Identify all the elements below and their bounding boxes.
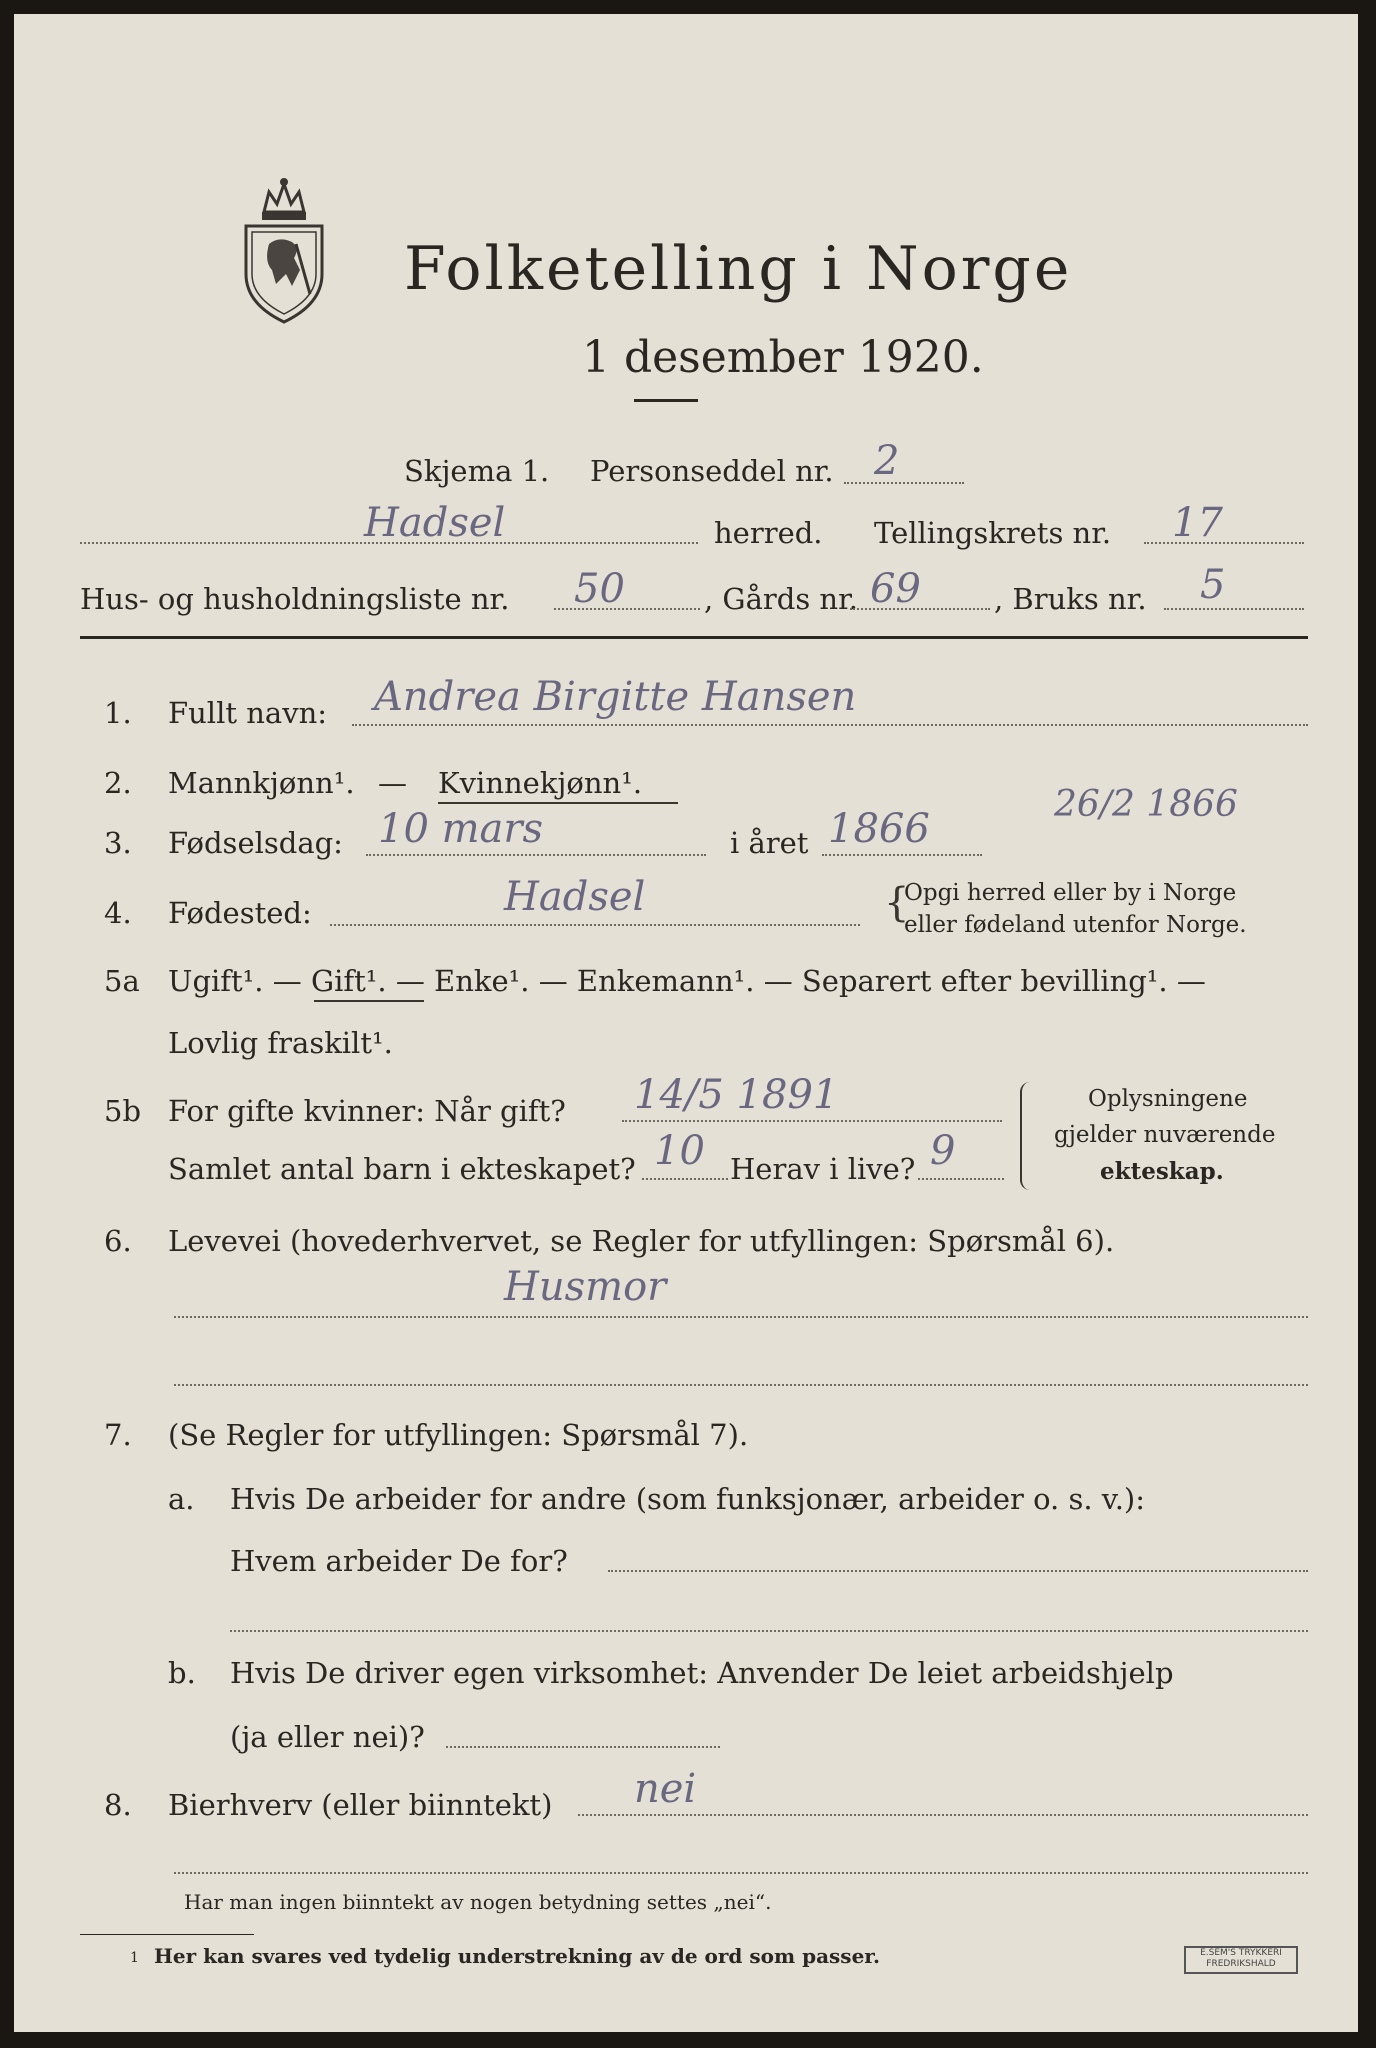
q3-value: 10 mars bbox=[378, 806, 544, 852]
q7a-line1: Hvis De arbeider for andre (som funksjonær, arbeider o. s. v.): bbox=[230, 1482, 1146, 1516]
q1-dotted-line bbox=[352, 724, 1308, 726]
q5a-options-line1: Ugift¹. — Gift¹. — Enke¹. — Enkemann¹. — Separert efter bevilling¹. — bbox=[168, 964, 1206, 998]
gards-value: 69 bbox=[870, 566, 921, 612]
q4-dotted-line bbox=[330, 924, 860, 926]
personseddel-label: Personseddel nr. bbox=[590, 454, 834, 488]
q2-female-option: Kvinnekjønn¹. bbox=[438, 766, 643, 800]
printer-stamp-line2: FREDRIKSHALD bbox=[1206, 1959, 1276, 1969]
q5b-number: 5b bbox=[104, 1094, 142, 1128]
q5b-married-dotted-line bbox=[622, 1120, 1002, 1122]
personseddel-value: 2 bbox=[874, 438, 900, 484]
q5b-alive-label: Herav i live? bbox=[730, 1152, 916, 1186]
q5a-number: 5a bbox=[104, 964, 140, 998]
q5b-alive-value: 9 bbox=[930, 1128, 956, 1174]
q1-label: Fullt navn: bbox=[168, 696, 328, 730]
q5b-note-line1: Oplysningene bbox=[1088, 1086, 1248, 1112]
q6-dotted-line-2 bbox=[174, 1384, 1308, 1386]
footnote-separator bbox=[80, 1934, 254, 1935]
q5b-note-bracket bbox=[1020, 1082, 1034, 1190]
q8-label: Bierhverv (eller biinntekt) bbox=[168, 1788, 553, 1822]
personseddel-dotted-line bbox=[844, 482, 964, 484]
q3-year-label: i året bbox=[730, 826, 809, 860]
bruks-dotted-line bbox=[1164, 608, 1304, 610]
q4-note-line2: eller fødeland utenfor Norge. bbox=[904, 912, 1247, 938]
husliste-label: Hus- og husholdningsliste nr. bbox=[80, 582, 510, 616]
q8-dotted-line-2 bbox=[174, 1872, 1308, 1874]
title-divider bbox=[634, 399, 698, 402]
q8-dotted-line bbox=[578, 1814, 1308, 1816]
q3-label: Fødselsdag: bbox=[168, 826, 343, 860]
q7b-line2: (ja eller nei)? bbox=[230, 1720, 425, 1754]
q3-year-value: 1866 bbox=[828, 806, 930, 852]
footnote-mark: 1 bbox=[130, 1950, 139, 1966]
q3-dotted-line bbox=[366, 854, 706, 856]
herred-value: Hadsel bbox=[364, 500, 506, 546]
q5b-children-value: 10 bbox=[654, 1128, 705, 1174]
q7a-letter: a. bbox=[168, 1482, 195, 1516]
q7a-line2: Hvem arbeider De for? bbox=[230, 1544, 568, 1578]
q5b-children-label: Samlet antal barn i ekteskapet? bbox=[168, 1152, 636, 1186]
q3-year-dotted-line bbox=[822, 854, 982, 856]
tellingskrets-label: Tellingskrets nr. bbox=[874, 516, 1112, 550]
q5b-note-line2: gjelder nuværende bbox=[1054, 1122, 1276, 1148]
q7b-line1: Hvis De driver egen virksomhet: Anvender De leiet arbeidshjelp bbox=[230, 1656, 1174, 1690]
census-form bbox=[14, 14, 1358, 2032]
q8-note: Har man ingen biinntekt av nogen betydning settes „nei“. bbox=[184, 1890, 772, 1914]
tellingskrets-value: 17 bbox=[1172, 500, 1223, 546]
gards-label: , Gårds nr. bbox=[704, 582, 858, 616]
printer-stamp bbox=[1184, 1946, 1298, 1974]
q7-number: 7. bbox=[104, 1418, 132, 1452]
q4-note-brace: { bbox=[884, 880, 910, 926]
skjema-label: Skjema 1. bbox=[404, 454, 550, 488]
q1-value: Andrea Birgitte Hansen bbox=[374, 674, 857, 720]
bruks-label: , Bruks nr. bbox=[994, 582, 1147, 616]
q7a-dotted-line-2 bbox=[230, 1630, 1308, 1632]
q5a-gift-underline bbox=[314, 1000, 424, 1002]
q5b-married-value: 14/5 1891 bbox=[634, 1072, 839, 1118]
q5b-alive-dotted-line bbox=[918, 1178, 1004, 1180]
form-title: Folketelling i Norge bbox=[404, 234, 1073, 304]
norwegian-coat-of-arms-icon bbox=[234, 174, 334, 324]
q2-male-option: Mannkjønn¹. bbox=[168, 766, 355, 800]
q6-value: Husmor bbox=[504, 1264, 667, 1310]
q8-value: nei bbox=[634, 1766, 697, 1812]
herred-label: herred. bbox=[714, 516, 823, 550]
q6-dotted-line-1 bbox=[174, 1316, 1308, 1318]
footnote-text: Her kan svares ved tydelig understrekning av de ord som passer. bbox=[154, 1944, 880, 1968]
q4-note-line1: Opgi herred eller by i Norge bbox=[904, 880, 1237, 906]
q2-female-underline bbox=[438, 802, 678, 804]
q7b-dotted-line bbox=[446, 1746, 720, 1748]
q6-number: 6. bbox=[104, 1224, 132, 1258]
q5a-options-line2: Lovlig fraskilt¹. bbox=[168, 1026, 393, 1060]
q2-dash: — bbox=[378, 766, 407, 800]
q3-number: 3. bbox=[104, 826, 132, 860]
q3-margin-note: 26/2 1866 bbox=[1054, 784, 1238, 825]
q4-value: Hadsel bbox=[504, 874, 646, 920]
printer-stamp-line1: E.SEM'S TRYKKERI bbox=[1200, 1948, 1282, 1958]
q2-number: 2. bbox=[104, 766, 132, 800]
q8-number: 8. bbox=[104, 1788, 132, 1822]
q5b-married-label: For gifte kvinner: Når gift? bbox=[168, 1094, 566, 1128]
q7b-letter: b. bbox=[168, 1656, 196, 1690]
q5b-note-line3: ekteskap. bbox=[1100, 1158, 1224, 1185]
q7-label: (Se Regler for utfyllingen: Spørsmål 7). bbox=[168, 1418, 749, 1452]
husliste-value: 50 bbox=[574, 566, 625, 612]
tellingskrets-dotted-line bbox=[1144, 542, 1304, 544]
q1-number: 1. bbox=[104, 696, 132, 730]
q6-label: Levevei (hovederhvervet, se Regler for utfyllingen: Spørsmål 6). bbox=[168, 1224, 1115, 1258]
header-separator bbox=[80, 636, 1308, 639]
q7a-dotted-line-1 bbox=[608, 1570, 1308, 1572]
q5b-children-dotted-line bbox=[642, 1178, 728, 1180]
q4-label: Fødested: bbox=[168, 896, 312, 930]
q4-number: 4. bbox=[104, 896, 132, 930]
bruks-value: 5 bbox=[1200, 562, 1226, 608]
form-subtitle: 1 desember 1920. bbox=[582, 332, 984, 383]
